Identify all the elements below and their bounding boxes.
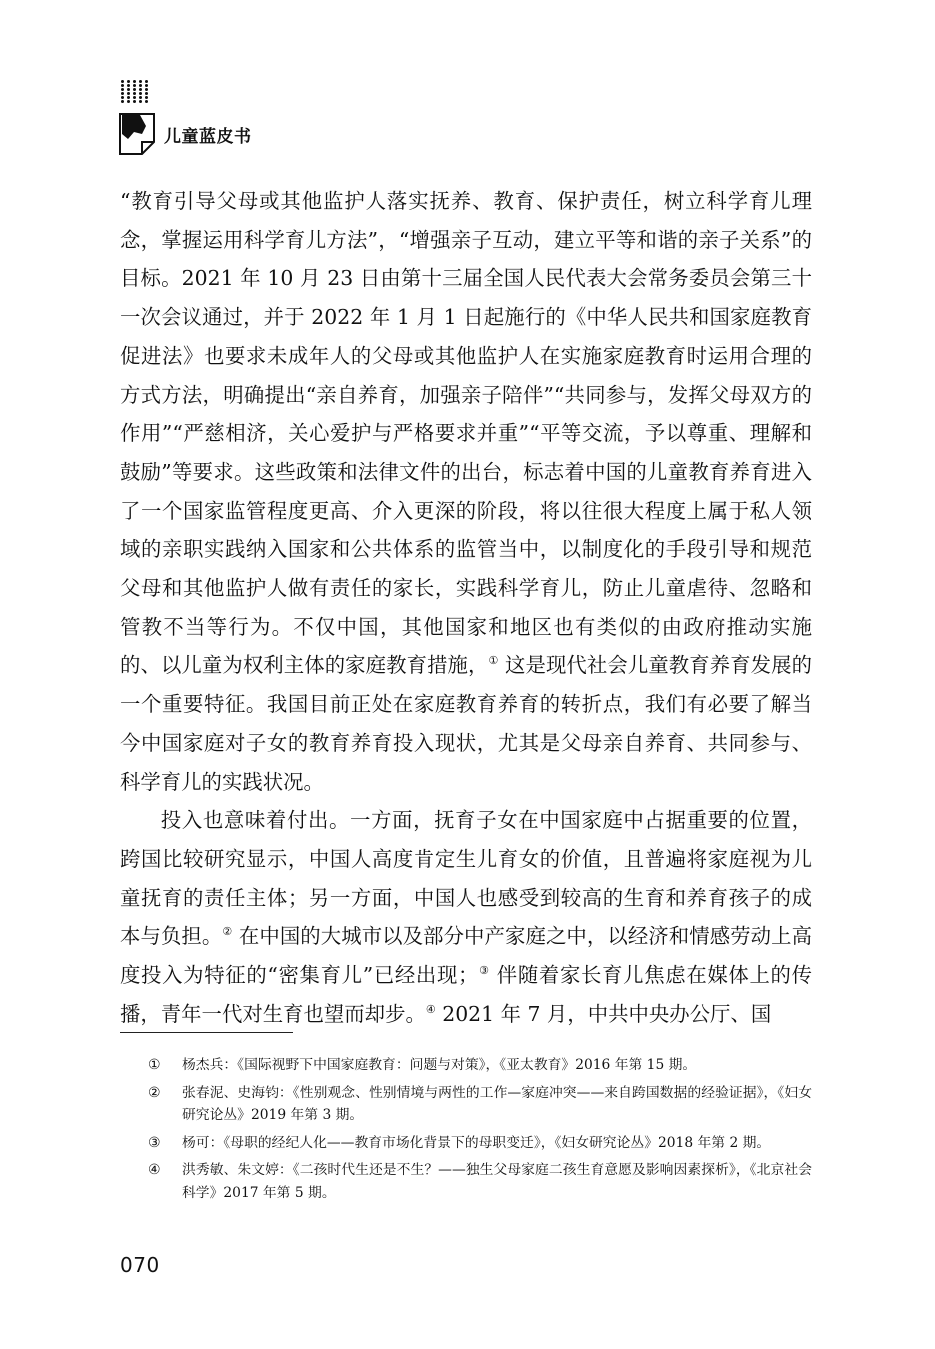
header-dot	[133, 100, 136, 103]
header-dot	[127, 88, 130, 91]
book-corner-icon	[118, 112, 156, 156]
footnote-number: ①	[148, 1057, 161, 1073]
footnote-2	[148, 1082, 812, 1127]
header-dot	[127, 96, 130, 99]
header-dot	[145, 84, 148, 87]
footnote-3	[148, 1132, 812, 1155]
footnote-1	[148, 1054, 812, 1077]
header-dot	[127, 84, 130, 87]
header-dot	[133, 84, 136, 87]
footnote-ref-1: ①	[488, 654, 499, 668]
header-dot	[121, 80, 124, 83]
header-dot	[139, 88, 142, 91]
footnote-ref-4: ④	[425, 1002, 436, 1016]
paragraph-2-text: 投入也意味着付出。一方面，抚育子女在中国家庭中占据重要的位置，跨国比较研究显示，中国人高度肯定生儿育女的价值，且普遍将家庭视为儿童抚育的责任主体；另一方面，中国人也感受到较高的生育和养育孩子的成本与负担。	[120, 808, 812, 949]
paragraph-2-text-cont: 在中国的大城市以及部分中产家庭之中，以经济和情感劳动上高度投入为特征的“密集育儿”已经出现；	[120, 924, 812, 988]
header-dot	[127, 80, 130, 83]
body-text	[120, 182, 812, 1033]
header-dot	[139, 96, 142, 99]
footnote-ref-3: ③	[478, 964, 490, 978]
footnote-text: 杨可：《母职的经纪人化——教育市场化背景下的母职变迁》，《妇女研究论丛》2018 年第 2 期。	[182, 1134, 771, 1151]
footnote-number: ②	[148, 1084, 161, 1101]
footnote-4	[148, 1159, 812, 1204]
header-dot	[121, 92, 124, 95]
header-dot	[121, 88, 124, 91]
header-title: 儿童蓝皮书	[164, 127, 252, 147]
header-dot	[145, 100, 148, 103]
page-number: 070	[120, 1253, 160, 1277]
paragraph-1-text-cont: 这是现代社会儿童教育养育发展的一个重要特征。我国目前正处在家庭教育养育的转折点，我们有必要了解当今中国家庭对子女的教育养育投入现状，尤其是父母亲自养育、共同参与、科学育儿的实践状况。	[120, 653, 813, 794]
paragraph-1	[120, 182, 812, 801]
footnote-text: 洪秀敏、朱文婷：《二孩时代生还是不生？——独生父母家庭二孩生育意愿及影响因素探析》，《北京社会科学》2017 年第 5 期。	[182, 1162, 812, 1201]
header-dot	[145, 92, 148, 95]
header-dot	[145, 96, 148, 99]
paragraph-2	[120, 801, 812, 1033]
footnote-divider	[120, 1032, 293, 1033]
header-dot	[127, 92, 130, 95]
header-dot	[133, 92, 136, 95]
footnote-text: 杨杰兵：《国际视野下中国家庭教育：问题与对策》，《亚太教育》2016 年第 15 期。	[182, 1057, 697, 1073]
paragraph-2-text-cont3: 2021 年 7 月，中共中央办公厅、国	[442, 1001, 772, 1026]
footnote-text: 张春泥、史海钧：《性别观念、性别情境与两性的工作—家庭冲突——来自跨国数据的经验证据》，《妇女研究论丛》2019 年第 3 期。	[182, 1084, 812, 1123]
paragraph-2-text-cont2: 伴随着家长育儿焦虑在媒体上的传播，青年一代对生育也望而却步。	[120, 963, 812, 1026]
header-dot	[145, 88, 148, 91]
paragraph-1-text: “教育引导父母或其他监护人落实抚养、教育、保护责任，树立科学育儿理念，掌握运用科学育儿方法”，“增强亲子互动，建立平等和谐的亲子关系”的目标。2021 年 10 月 23 日由第十三届全国人民代表大会常务委员会第三十一次会议通过，并于 2022 年 1 月 1 日起施行的《中华人民共和国家庭教育促进法》也要求未成年人的父母或其他监护人在实施家庭教育时运用合理的方式方法，明确提出“亲自养育，加强亲子陪伴”“共同参与，发挥父母双方的作用”“严慈相济，关心爱护与严格要求并重”“平等交流，予以尊重、理解和鼓励”等要求。这些政策和法律文件的出台，标志着中国的儿童教育养育进入了一个国家监管程度更高、介入更深的阶段，将以往很大程度上属于私人领域的亲职实践纳入国家和公共体系的监管当中，以制度化的手段引导和规范父母和其他监护人做有责任的家长，实践科学育儿，防止儿童虐待、忽略和管教不当等行为。不仅中国，其他国家和地区也有类似的由政府推动实施的、以儿童为权利主体的家庭教育措施，	[120, 189, 812, 678]
header-dot	[139, 80, 142, 83]
header-dot	[121, 84, 124, 87]
header-dot	[139, 92, 142, 95]
header-dot	[139, 100, 142, 103]
header-dot	[133, 96, 136, 99]
header-dot	[121, 100, 124, 103]
header-dot	[121, 96, 124, 99]
footnotes	[148, 1054, 812, 1209]
footnote-number: ④	[148, 1162, 161, 1178]
footnote-ref-2: ②	[222, 925, 233, 939]
header-dot	[133, 80, 136, 83]
header-dot	[133, 88, 136, 91]
footnote-number: ③	[148, 1134, 161, 1151]
header-dot	[127, 100, 130, 103]
header-dot	[139, 84, 142, 87]
header-dot	[145, 80, 148, 83]
